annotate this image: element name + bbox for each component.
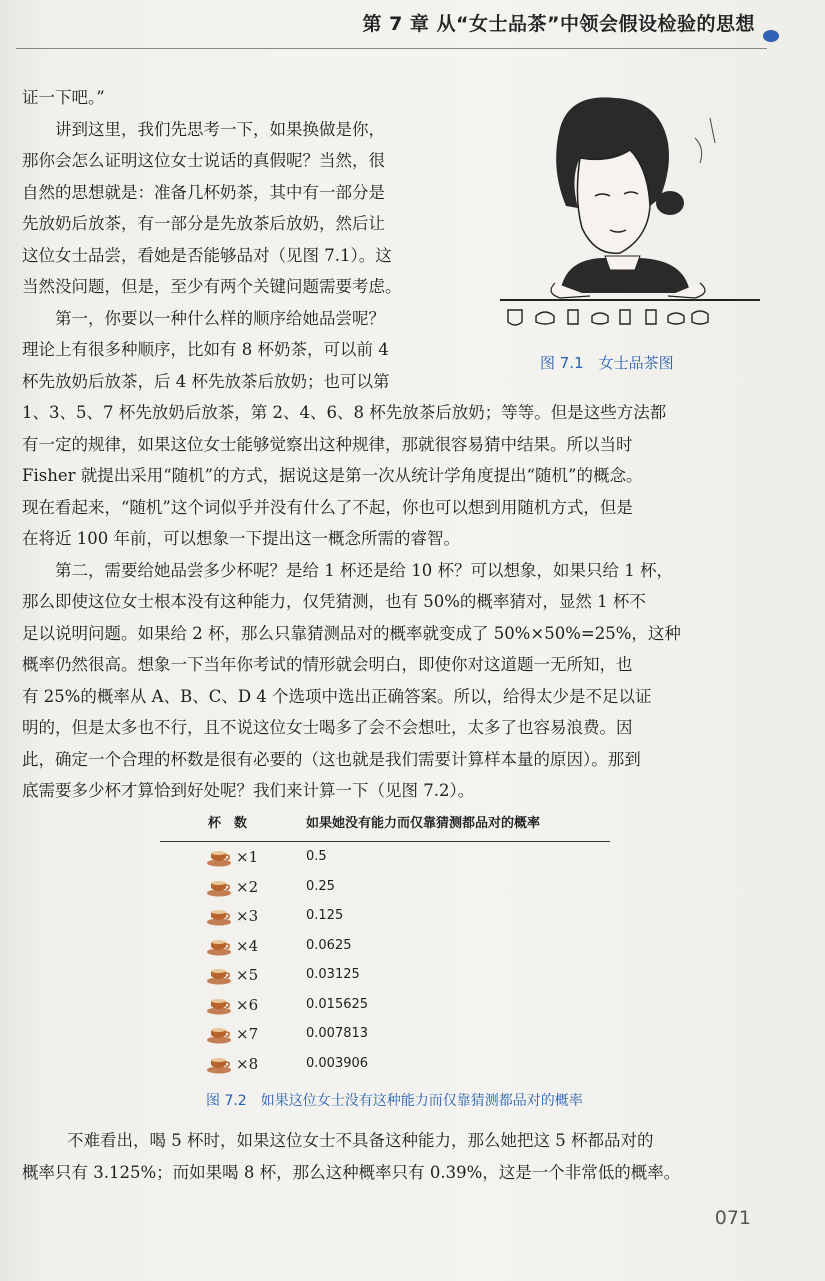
text-line: 讲到这里，我们先思考一下，如果换做是你， xyxy=(55,119,385,139)
table-row xyxy=(160,874,610,902)
text-line: 杯先放奶后放茶，后 4 杯先放茶后放奶；也可以第 xyxy=(22,371,390,391)
text-line: 有 25%的概率从 A、B、C、D 4 个选项中选出正确答案。所以，给得太少是不足以证 xyxy=(22,686,652,706)
header-bullet-icon xyxy=(763,30,779,42)
teacup-icon xyxy=(206,1024,232,1044)
text-line: 第一，你要以一种什么样的顺序给她品尝呢？ xyxy=(55,308,385,328)
teacup-icon xyxy=(206,1054,232,1074)
illustration-svg xyxy=(500,88,760,338)
probability-value: 0.25 xyxy=(306,878,335,894)
text-line: 第二，需要给她品尝多少杯呢？是给 1 杯还是给 10 杯？可以想象，如果只给 1 杯， xyxy=(55,560,673,580)
table-row xyxy=(160,962,610,990)
text-line: 足以说明问题。如果给 2 杯，那么只靠猜测品对的概率就变成了 50%×50%=25%，这种 xyxy=(22,623,681,643)
teacup-icon xyxy=(206,936,232,956)
cup-count: ×5 xyxy=(236,966,259,984)
text-line: 那你会怎么证明这位女士说话的真假呢？当然，很 xyxy=(22,151,385,170)
probability-value: 0.0625 xyxy=(306,937,352,953)
text-line: 现在看起来，“随机”这个词似乎并没有什么了不起，你也可以想到用随机方式，但是 xyxy=(22,497,633,517)
teacup-icon xyxy=(206,965,232,985)
table-row xyxy=(160,933,610,961)
text-line: 证一下吧。” xyxy=(22,88,105,107)
text-line: 此，确定一个合理的杯数是很有必要的（这也就是我们需要计算样本量的原因）。那到 xyxy=(22,749,641,769)
text-line: 概率仍然很高。想象一下当年你考试的情形就会明白，即使你对这道题一无所知，也 xyxy=(22,655,633,674)
text-line: 概率只有 3.125%；而如果喝 8 杯，那么这种概率只有 0.39%，这是一个非常低的概率。 xyxy=(22,1162,681,1182)
cup-count: ×7 xyxy=(236,1025,259,1043)
paragraph-intro xyxy=(22,82,484,397)
cup-count: ×1 xyxy=(236,848,259,866)
teacup-icon xyxy=(206,995,232,1015)
cup-count: ×4 xyxy=(236,936,259,955)
table-row xyxy=(160,1021,610,1049)
text-line: 1、3、5、7 杯先放奶后放茶，第 2、4、6、8 杯先放茶后放奶；等等。但是这些方法都 xyxy=(22,403,667,422)
cup-count: ×3 xyxy=(236,907,259,925)
table-row xyxy=(160,1051,610,1079)
cup-count: ×2 xyxy=(236,877,259,896)
figure-7-2-caption: 图 7.2 如果这位女士没有这种能力而仅靠猜测都品对的概率 xyxy=(206,1093,583,1109)
table-row xyxy=(160,992,610,1020)
probability-value: 0.003906 xyxy=(306,1055,369,1071)
paragraph-body xyxy=(22,397,752,807)
probability-value: 0.5 xyxy=(306,849,327,864)
column-header-cups: 杯 数 xyxy=(208,816,248,831)
paragraph-conclusion xyxy=(22,1125,752,1188)
text-line: 当然没问题，但是，至少有两个关键问题需要考虑。 xyxy=(22,277,402,296)
header-rule xyxy=(16,48,767,49)
cup-count: ×6 xyxy=(236,995,259,1014)
lady-tasting-tea-illustration xyxy=(500,88,760,338)
chapter-header: 第 7 章 从“女士品茶”中领会假设检验的思想 xyxy=(362,13,755,35)
text-line: 在将近 100 年前，可以想象一下提出这一概念所需的睿智。 xyxy=(22,529,460,548)
text-line: 理论上有很多种顺序，比如有 8 杯奶茶，可以前 4 xyxy=(22,340,389,359)
teacup-icon xyxy=(206,877,232,897)
probability-value: 0.03125 xyxy=(306,967,360,982)
text-line: 明的，但是太多也不行，且不说这位女士喝多了会不会想吐，太多了也容易浪费。因 xyxy=(22,718,633,737)
figure-7-1-caption: 图 7.1 女士品茶图 xyxy=(540,354,674,372)
text-line: 这位女士品尝，看她是否能够品对（见图 7.1）。这 xyxy=(22,245,392,265)
probability-value: 0.015625 xyxy=(306,996,369,1012)
text-line: 先放奶后放茶，有一部分是先放茶后放奶，然后让 xyxy=(22,214,385,233)
table-row xyxy=(160,903,610,931)
cup-count: ×8 xyxy=(236,1054,259,1073)
teacup-icon xyxy=(206,906,232,926)
text-line: 有一定的规律，如果这位女士能够觉察出这种规律，那就很容易猜中结果。所以当时 xyxy=(22,434,633,454)
text-line: 那么即使这位女士根本没有这种能力，仅凭猜测，也有 50%的概率猜对，显然 1 杯不 xyxy=(22,592,646,611)
probability-value: 0.007813 xyxy=(306,1026,369,1041)
table-row xyxy=(160,844,610,872)
text-line: 自然的思想就是：准备几杯奶茶，其中有一部分是 xyxy=(22,182,385,202)
table-header-rule xyxy=(160,841,610,842)
text-line: 不难看出，喝 5 杯时，如果这位女士不具备这种能力，那么她把这 5 杯都品对的 xyxy=(67,1131,654,1150)
page-number: 071 xyxy=(714,1207,751,1229)
teacup-icon xyxy=(206,847,232,867)
column-header-probability: 如果她没有能力而仅靠猜测都品对的概率 xyxy=(306,816,541,831)
text-line: 底需要多少杯才算恰到好处呢？我们来计算一下（见图 7.2）。 xyxy=(22,781,475,800)
probability-value: 0.125 xyxy=(306,908,344,923)
text-line: Fisher 就提出采用“随机”的方式，据说这是第一次从统计学角度提出“随机”的概念。 xyxy=(22,466,643,485)
